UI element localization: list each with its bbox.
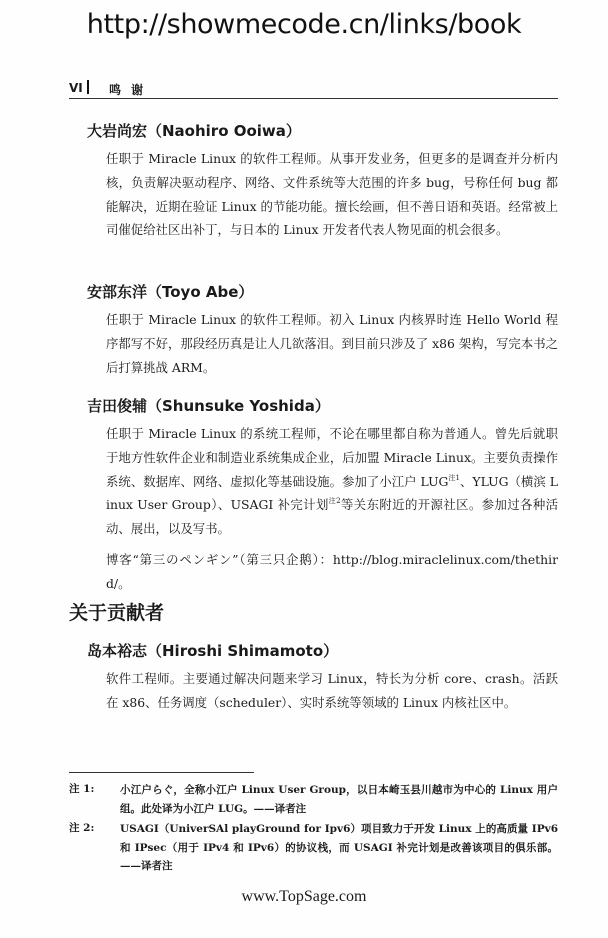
bio-yoshida-head: 任职于 Miracle Linux 的系统工程师，不论在哪里都自称为普通人。曾先后就职于地方性软件企业和制造业系统集成企业，后加盟 Miracle Linux。主要负责操作系统、数据库、网络、虚拟化等基础设施。参加了小江户 LUG bbox=[106, 426, 558, 489]
blog-line-yoshida: 博客“第三のペンギン”（第三只企鹅）：http://blog.miraclelinux.com/thethird/。 bbox=[106, 552, 558, 591]
bio-yoshida-mid: 、YLUG（横滨 Linux User Group）、USAGI 补完计划 bbox=[106, 473, 558, 513]
bio-abe: 任职于 Miracle Linux 的软件工程师。初入 Linux 内核界时连 Hello World 程序都写不好，那段经历真是让人几欲落泪。到目前只涉及了 x86 架构，写完本书之后打算挑战 ARM。 bbox=[106, 312, 558, 375]
person-name-yoshida: 吉田俊辅（Shunsuke Yoshida） bbox=[87, 397, 330, 415]
bio-shimamoto: 软件工程师。主要通过解决问题来学习 Linux，特长为分析 core、crash。活跃在 x86、任务调度（scheduler）、实时系统等领域的 Linux 内核社区中。 bbox=[106, 671, 558, 710]
section-title-contributors: 关于贡献者 bbox=[69, 602, 165, 624]
footer-site: www.TopSage.com bbox=[241, 888, 367, 905]
header-rule bbox=[69, 98, 558, 99]
person-name-abe: 安部东洋（Toyo Abe） bbox=[87, 283, 254, 301]
person-name-ooiwa: 大岩尚宏（Naohiro Ooiwa） bbox=[87, 122, 301, 140]
bio-yoshida bbox=[106, 422, 558, 541]
footnote-text-2: USAGI（UniverSAl playGround for Ipv6）项目致力于开发 Linux 上的高质量 IPv6 和 IPsec（用于 IPv4 和 IPv6）的协议栈，而 USAGI 补完计划是改善该项目的俱乐部。——译者注 bbox=[120, 823, 558, 872]
footnote-text-1: 小江户らぐ，全称小江户 Linux User Group，以日本崎玉县川越市为中心的 Linux 用户组。此处译为小江户 LUG。——译者注 bbox=[120, 784, 558, 815]
bio-yoshida-tail: 等关东附近的开源社区。参加过各种活动、展出，以及写书。 bbox=[106, 497, 559, 537]
running-head: 鸣 谢 bbox=[109, 83, 147, 97]
footnote-label-1: 注 1: bbox=[69, 783, 95, 795]
page-number-separator bbox=[87, 80, 89, 94]
page-number: VI bbox=[69, 81, 83, 95]
footnote-rule bbox=[69, 772, 254, 773]
footnote-ref-2: 注2 bbox=[328, 497, 341, 506]
bio-ooiwa: 任职于 Miracle Linux 的软件工程师。从事开发业务，但更多的是调查并分析内核，负责解决驱动程序、网络、文件系统等大范围的许多 bug，号称任何 bug 都能解决，近期在验证 Linux 的节能功能。擅长绘画，但不善日语和英语。经常被上司催促给社区出补丁，与日本的 Linux 开发者代表人物见面的机会很多。 bbox=[106, 151, 558, 238]
person-name-shimamoto: 岛本裕志（Hiroshi Shimamoto） bbox=[87, 642, 339, 660]
footnote-ref-1: 注1 bbox=[448, 473, 460, 482]
watermark-url: http://showmecode.cn/links/book bbox=[86, 9, 522, 40]
footnote-label-2: 注 2: bbox=[69, 822, 95, 834]
